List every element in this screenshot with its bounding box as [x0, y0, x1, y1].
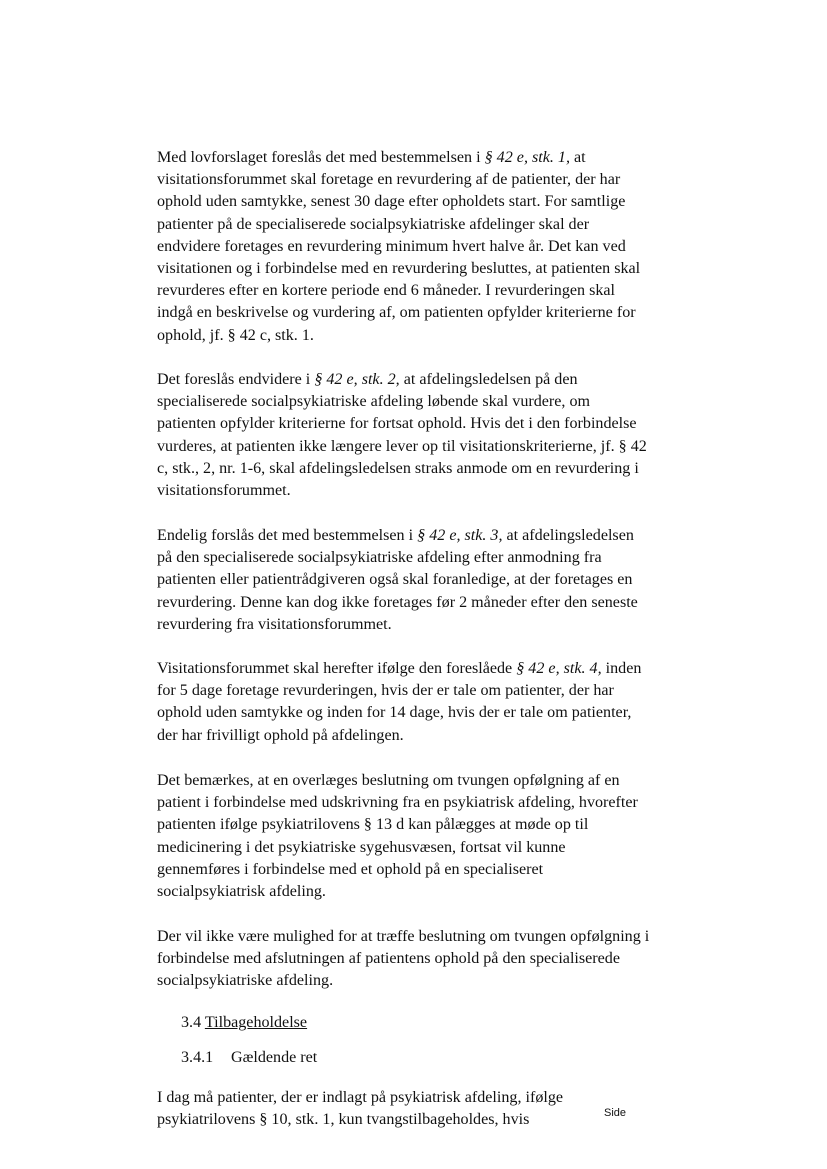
- text-segment: medicinering i det psykiatriske sygehusvæsen, fortsat vil kunne: [157, 838, 566, 856]
- section-title: Tilbageholdelse: [204, 1014, 308, 1031]
- text-segment: patienten opfylder kriterierne for fortsat ophold. Hvis det i den forbindelse: [157, 415, 637, 433]
- text-segment: patienten eller patientrådgiveren også skal foranledige, at der foretages en: [157, 571, 633, 589]
- text-line: [157, 881, 677, 903]
- text-line: [157, 859, 677, 881]
- text-line: [157, 569, 677, 591]
- text-line: [157, 436, 677, 458]
- text-segment: c, stk., 2, nr. 1-6, skal afdelingsledelsen straks anmode om en revurdering i: [157, 459, 639, 477]
- text-line: [157, 658, 677, 680]
- text-line: [157, 147, 677, 169]
- text-line: [157, 680, 677, 702]
- text-segment: psykiatrilovens § 10, stk. 1, kun tvangstilbageholdes, hvis: [157, 1111, 530, 1129]
- paragraph-42e-stk4: [157, 658, 677, 747]
- text-segment: patient i forbindelse med udskrivning fra en psykiatrisk afdeling, hvorefter: [157, 794, 638, 812]
- legal-reference: § 42 e, stk. 4,: [516, 660, 602, 677]
- text-line: [157, 525, 677, 547]
- text-segment: der har frivilligt ophold på afdelingen.: [157, 726, 404, 744]
- text-segment: endvidere foretages en revurdering minimum hvert halve år. Det kan ved: [157, 237, 626, 255]
- paragraph-tvungen-opfoelgning: [157, 770, 677, 903]
- text-line: [157, 725, 677, 747]
- section-number: 3.4: [181, 1014, 202, 1031]
- text-segment: visitationen og i forbindelse med en revurdering besluttes, at patienten skal: [157, 260, 641, 278]
- paragraph-42e-stk2: [157, 369, 677, 502]
- text-segment: Det bemærkes, at en overlæges beslutning om tvungen opfølgning af en: [157, 772, 620, 789]
- text-line: [157, 547, 677, 569]
- text-line: [157, 792, 677, 814]
- text-segment: på den specialiserede socialpsykiatriske afdeling efter anmodning fra: [157, 549, 602, 567]
- text-line: [157, 814, 677, 836]
- text-line: [157, 970, 677, 992]
- text-segment: revurderes efter en kortere periode end 6 måneder. I revurderingen skal: [157, 282, 616, 300]
- text-segment: Med lovforslaget foreslås det med bestemmelsen i: [157, 149, 485, 166]
- text-segment: ophold, jf. § 42 c, stk. 1.: [157, 326, 314, 344]
- text-segment: revurdering. Denne kan dog ikke foretages før 2 måneder efter den seneste: [157, 593, 638, 611]
- text-line: [157, 214, 677, 236]
- section-heading-3-4-1: [181, 1047, 317, 1069]
- legal-reference: § 42 e, stk. 3,: [417, 527, 503, 544]
- text-segment: specialiserede socialpsykiatriske afdeling løbende skal vurdere, om: [157, 393, 591, 411]
- section-heading-3-4: [181, 1012, 307, 1034]
- text-segment: Endelig forslås det med bestemmelsen i: [157, 527, 418, 544]
- subsection-number: 3.4.1: [181, 1049, 214, 1066]
- subsection-title: Gældende ret: [231, 1049, 318, 1066]
- text-segment: ophold uden samtykke og inden for 14 dage, hvis der er tale om patienter,: [157, 704, 632, 722]
- text-segment: patienter på de specialiserede socialpsykiatriske afdelinger skal der: [157, 215, 590, 233]
- text-segment: patienten ifølge psykiatrilovens § 13 d kan pålægges at møde op til: [157, 816, 589, 834]
- text-line: [157, 191, 677, 213]
- text-segment: at afdelingsledelsen: [502, 527, 634, 544]
- text-line: [157, 702, 677, 724]
- text-segment: at afdelingsledelsen på den: [399, 371, 578, 388]
- text-line: [157, 1087, 677, 1109]
- text-segment: for 5 dage foretage revurderingen, hvis der er tale om patienter, der har: [157, 682, 614, 700]
- text-segment: gennemføres i forbindelse med et ophold på en specialiseret: [157, 860, 544, 878]
- text-line: [157, 770, 677, 792]
- text-segment: Det foreslås endvidere i: [157, 371, 315, 388]
- text-line: [157, 280, 677, 302]
- legal-reference: § 42 e, stk. 2,: [314, 371, 400, 388]
- text-line: [157, 948, 677, 970]
- text-line: [157, 1109, 677, 1131]
- text-line: [157, 236, 677, 258]
- text-line: [157, 258, 677, 280]
- text-line: [157, 413, 677, 435]
- text-segment: indgå en beskrivelse og vurdering af, om patienten opfylder kriterierne for: [157, 304, 636, 322]
- text-segment: Visitationsforummet skal herefter ifølge den foreslåede: [157, 660, 517, 677]
- footer-page-label: Side: [604, 1107, 627, 1119]
- text-line: [157, 369, 677, 391]
- text-line: [157, 325, 677, 347]
- legal-reference: § 42 e, stk. 1,: [484, 149, 570, 166]
- text-line: [157, 480, 677, 502]
- text-line: [157, 592, 677, 614]
- text-segment: forbindelse med afslutningen af patientens ophold på den specialiserede: [157, 950, 620, 968]
- text-line: [157, 926, 677, 948]
- text-segment: Der vil ikke være mulighed for at træffe beslutning om tvungen opfølgning i: [157, 928, 650, 945]
- paragraph-afslutning: [157, 926, 677, 993]
- text-segment: visitationsforummet skal foretage en revurdering af de patienter, der har: [157, 171, 621, 189]
- paragraph-42e-stk3: [157, 525, 677, 636]
- text-line: [157, 391, 677, 413]
- text-segment: revurdering fra visitationsforummet.: [157, 615, 392, 633]
- text-segment: socialpsykiatrisk afdeling.: [157, 883, 326, 901]
- text-line: [157, 837, 677, 859]
- text-line: [157, 302, 677, 324]
- text-segment: ophold uden samtykke, senest 30 dage efter opholdets start. For samtlige: [157, 193, 626, 211]
- text-segment: I dag må patienter, der er indlagt på psykiatrisk afdeling, ifølge: [157, 1089, 564, 1106]
- text-line: [157, 169, 677, 191]
- text-segment: vurderes, at patienten ikke længere lever op til visitationskriterierne, jf. § 42: [157, 437, 647, 455]
- paragraph-gaeldende-ret: [157, 1087, 677, 1131]
- text-line: [157, 614, 677, 636]
- text-segment: inden: [601, 660, 642, 677]
- text-line: [157, 458, 677, 480]
- text-segment: visitationsforummet.: [157, 482, 291, 500]
- text-segment: at: [569, 149, 586, 166]
- text-segment: socialpsykiatriske afdeling.: [157, 972, 334, 990]
- paragraph-42e-stk1: [157, 147, 677, 347]
